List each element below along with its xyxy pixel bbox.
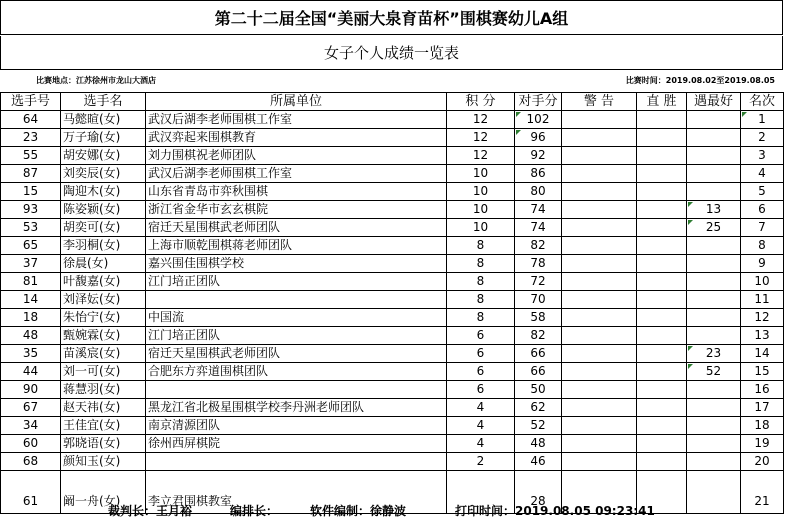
referee-label: 裁判长：王月裕 [108,504,193,518]
cell-score: 10 [447,183,515,201]
cell-best [687,309,741,327]
cell-best: 52 [687,363,741,381]
cell-score: 12 [447,111,515,129]
cell-no: 35 [1,345,61,363]
cell-warn [562,147,637,165]
col-header-name: 选手名 [61,93,146,111]
cell-warn [562,345,637,363]
cell-direct [637,291,687,309]
cell-direct [637,237,687,255]
cell-name: 王佳宜(女) [61,417,146,435]
cell-no: 61 [1,471,61,514]
cell-name: 徐晨(女) [61,255,146,273]
cell-unit: 中国流 [146,309,447,327]
cell-opp: 58 [515,309,562,327]
cell-opp: 96 [515,129,562,147]
cell-no: 48 [1,327,61,345]
cell-no: 64 [1,111,61,129]
cell-score: 6 [447,345,515,363]
cell-score: 12 [447,147,515,165]
cell-warn [562,291,637,309]
cell-opp: 50 [515,381,562,399]
cell-rank: 13 [741,327,784,345]
cell-no: 81 [1,273,61,291]
table-row [1,237,784,255]
cell-unit: 宿迁天星围棋武老师团队 [146,219,447,237]
cell-score: 4 [447,435,515,453]
cell-unit: 黑龙江省北极星围棋学校李丹洲老师团队 [146,399,447,417]
cell-rank: 21 [741,471,784,514]
cell-direct [637,273,687,291]
cell-rank: 3 [741,147,784,165]
cell-rank: 4 [741,165,784,183]
table-row [1,327,784,345]
cell-no: 18 [1,309,61,327]
cell-best [687,453,741,471]
cell-name: 赵天祎(女) [61,399,146,417]
cell-rank: 17 [741,399,784,417]
editor-label: 编排长： [230,504,279,518]
cell-direct [637,147,687,165]
cell-unit: 武汉后湖李老师围棋工作室 [146,165,447,183]
table-row [1,381,784,399]
cell-opp: 86 [515,165,562,183]
header-row [1,93,784,111]
table-row [1,453,784,471]
cell-best [687,291,741,309]
cell-no: 93 [1,201,61,219]
cell-no: 65 [1,237,61,255]
cell-warn [562,237,637,255]
cell-unit [146,291,447,309]
cell-direct [637,201,687,219]
cell-unit: 山东省青岛市弈秋围棋 [146,183,447,201]
cell-opp: 80 [515,183,562,201]
cell-warn [562,201,637,219]
cell-no: 68 [1,453,61,471]
col-header-unit: 所属单位 [146,93,447,111]
cell-rank: 1 [741,111,784,129]
cell-best [687,165,741,183]
cell-no: 90 [1,381,61,399]
col-header-best: 遇最好 [687,93,741,111]
cell-direct [637,327,687,345]
cell-name: 陶迎木(女) [61,183,146,201]
cell-warn [562,309,637,327]
cell-warn [562,255,637,273]
table-row [1,201,784,219]
cell-rank: 2 [741,129,784,147]
cell-name: 甄婉霖(女) [61,327,146,345]
cell-direct [637,165,687,183]
cell-name: 叶馥嘉(女) [61,273,146,291]
cell-name: 万子瑜(女) [61,129,146,147]
cell-no: 60 [1,435,61,453]
table-row [1,435,784,453]
cell-direct [637,345,687,363]
results-table [0,92,784,514]
cell-name: 李羽桐(女) [61,237,146,255]
cell-name: 马懿暄(女) [61,111,146,129]
cell-warn [562,381,637,399]
page-title: 第二十二届全国“美丽大泉育苗杯”围棋赛幼儿A组 [0,0,783,35]
cell-score: 6 [447,327,515,345]
cell-score: 4 [447,417,515,435]
cell-best [687,237,741,255]
cell-name: 朱怡宁(女) [61,309,146,327]
cell-direct [637,111,687,129]
cell-no: 34 [1,417,61,435]
cell-no: 44 [1,363,61,381]
cell-opp: 48 [515,435,562,453]
cell-direct [637,255,687,273]
footer [0,502,783,520]
cell-rank: 20 [741,453,784,471]
table-row [1,147,784,165]
cell-warn [562,273,637,291]
cell-direct [637,417,687,435]
cell-direct [637,363,687,381]
cell-name: 苗溪宸(女) [61,345,146,363]
cell-unit: 江门培正团队 [146,273,447,291]
cell-name: 蒋慧羽(女) [61,381,146,399]
table-row [1,183,784,201]
cell-unit: 刘力围棋祝老师团队 [146,147,447,165]
page-subtitle: 女子个人成绩一览表 [0,36,783,70]
cell-best: 25 [687,219,741,237]
cell-no: 37 [1,255,61,273]
cell-opp: 70 [515,291,562,309]
table-row [1,417,784,435]
cell-rank: 12 [741,309,784,327]
cell-warn [562,435,637,453]
cell-warn [562,417,637,435]
cell-score: 8 [447,237,515,255]
cell-unit: 南京清源团队 [146,417,447,435]
cell-warn [562,111,637,129]
cell-unit: 徐州西屏棋院 [146,435,447,453]
table-row [1,345,784,363]
cell-opp: 66 [515,363,562,381]
cell-warn [562,327,637,345]
cell-direct [637,129,687,147]
cell-rank: 11 [741,291,784,309]
cell-opp: 82 [515,327,562,345]
cell-direct [637,453,687,471]
table-row [1,165,784,183]
cell-unit: 嘉兴围佳围棋学校 [146,255,447,273]
cell-name: 郭晓语(女) [61,435,146,453]
table-row [1,363,784,381]
cell-score: 8 [447,273,515,291]
cell-rank: 5 [741,183,784,201]
cell-score: 8 [447,255,515,273]
cell-score: 12 [447,129,515,147]
cell-no: 14 [1,291,61,309]
col-header-warn: 警 告 [562,93,637,111]
cell-best [687,273,741,291]
cell-unit: 宿迁天星围棋武老师团队 [146,345,447,363]
cell-warn [562,219,637,237]
cell-name: 刘奕辰(女) [61,165,146,183]
cell-opp: 92 [515,147,562,165]
cell-name: 刘一可(女) [61,363,146,381]
cell-score: 10 [447,201,515,219]
cell-unit [146,381,447,399]
cell-best: 13 [687,201,741,219]
cell-score: 8 [447,309,515,327]
cell-rank: 10 [741,273,784,291]
cell-best [687,147,741,165]
cell-best [687,183,741,201]
cell-direct [637,219,687,237]
cell-warn [562,129,637,147]
cell-direct [637,399,687,417]
col-header-direct: 直 胜 [637,93,687,111]
print-time-label: 打印时间：2019.08.05 09:23:41 [455,504,655,518]
cell-rank: 6 [741,201,784,219]
cell-best [687,111,741,129]
cell-rank: 7 [741,219,784,237]
cell-name: 胡安娜(女) [61,147,146,165]
cell-rank: 19 [741,435,784,453]
cell-warn [562,399,637,417]
cell-score: 10 [447,219,515,237]
cell-opp: 62 [515,399,562,417]
cell-score: 2 [447,453,515,471]
cell-best [687,129,741,147]
dates-label: 比赛时间：2019.08.02至2019.08.05 [625,76,775,85]
cell-direct [637,309,687,327]
cell-best: 23 [687,345,741,363]
cell-score: 4 [447,399,515,417]
cell-no: 15 [1,183,61,201]
cell-rank: 14 [741,345,784,363]
cell-warn [562,165,637,183]
cell-unit [146,453,447,471]
cell-score: 6 [447,363,515,381]
col-header-no: 选手号 [1,93,61,111]
cell-score: 8 [447,291,515,309]
cell-score: 10 [447,165,515,183]
venue-label: 比赛地点：江苏徐州市龙山大酒店 [36,76,156,85]
cell-unit: 合肥东方弈道围棋团队 [146,363,447,381]
cell-best [687,327,741,345]
table-row [1,255,784,273]
cell-opp: 82 [515,237,562,255]
cell-no: 53 [1,219,61,237]
cell-no: 23 [1,129,61,147]
cell-rank: 15 [741,363,784,381]
col-header-score: 积 分 [447,93,515,111]
cell-direct [637,183,687,201]
cell-warn [562,363,637,381]
cell-opp: 74 [515,201,562,219]
cell-no: 67 [1,399,61,417]
cell-name: 陈姿颖(女) [61,201,146,219]
cell-opp: 46 [515,453,562,471]
cell-best [687,435,741,453]
cell-no: 87 [1,165,61,183]
table-row [1,399,784,417]
cell-unit: 武汉弈起来围棋教育 [146,129,447,147]
cell-name: 胡奕可(女) [61,219,146,237]
cell-opp: 74 [515,219,562,237]
cell-best [687,399,741,417]
cell-opp: 66 [515,345,562,363]
table-row [1,273,784,291]
cell-rank: 9 [741,255,784,273]
cell-score: 6 [447,381,515,399]
col-header-rank: 名次 [741,93,784,111]
table-row [1,129,784,147]
software-label: 软件编制：徐静波 [310,504,407,518]
cell-direct [637,435,687,453]
cell-best [687,417,741,435]
cell-opp: 28 [515,471,562,514]
cell-unit: 武汉后湖李老师围棋工作室 [146,111,447,129]
cell-best [687,381,741,399]
cell-direct [637,381,687,399]
table-row [1,291,784,309]
cell-opp: 78 [515,255,562,273]
table-row [1,309,784,327]
cell-rank: 16 [741,381,784,399]
cell-warn [562,453,637,471]
cell-rank: 18 [741,417,784,435]
cell-no: 55 [1,147,61,165]
table-row [1,219,784,237]
col-header-opp: 对手分 [515,93,562,111]
cell-rank: 8 [741,237,784,255]
cell-opp: 72 [515,273,562,291]
cell-opp: 52 [515,417,562,435]
cell-warn [562,183,637,201]
cell-opp: 102 [515,111,562,129]
cell-name: 阚一舟(女) [61,471,146,514]
cell-name: 刘泽妘(女) [61,291,146,309]
cell-unit: 浙江省金华市玄玄棋院 [146,201,447,219]
table-row [1,111,784,129]
cell-best [687,255,741,273]
cell-unit: 江门培正团队 [146,327,447,345]
cell-unit: 上海市顺乾围棋蒋老师团队 [146,237,447,255]
cell-name: 颜知玉(女) [61,453,146,471]
cell-unit: 李立君围棋教室 [146,471,447,514]
